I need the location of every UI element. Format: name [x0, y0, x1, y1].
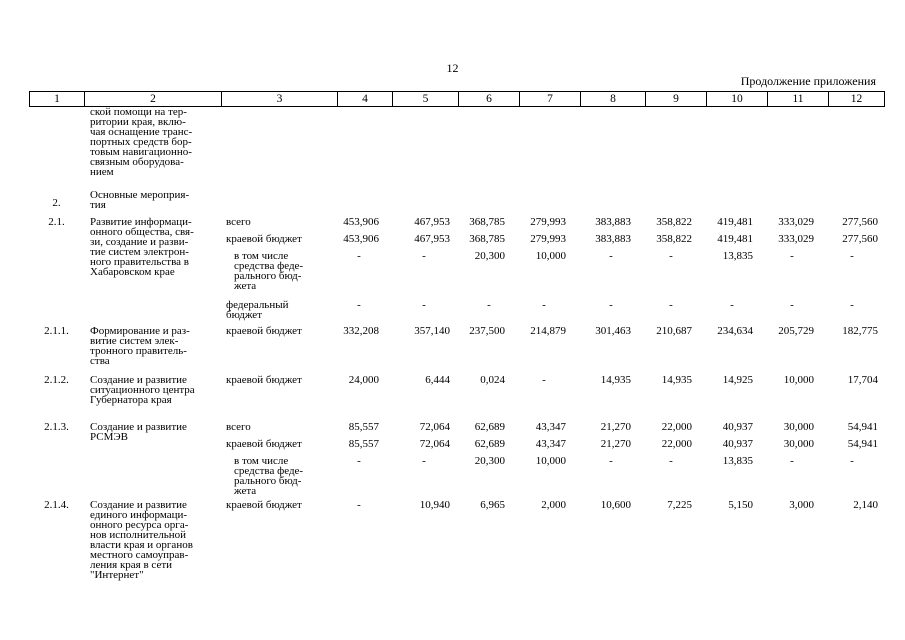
table-cell: 13,835: [722, 250, 753, 262]
table-cell: 40,937: [722, 438, 753, 450]
table-cell: -: [790, 299, 794, 311]
table-cell: -: [422, 455, 426, 467]
funding-source: в том числе средства феде- рального бюд- жета: [234, 250, 304, 292]
table-cell: 10,000: [783, 374, 814, 386]
table-cell: 62,689: [474, 438, 505, 450]
table-cell: 20,300: [474, 250, 505, 262]
table-cell: 10,000: [535, 455, 566, 467]
column-header: 2: [85, 92, 222, 107]
table-cell: 10,000: [535, 250, 566, 262]
row-name: Создание и развитие ситуационного центра Губернатора края: [90, 374, 195, 406]
table-cell: 333,029: [778, 233, 814, 245]
funding-source: всего: [226, 216, 251, 228]
column-header: 5: [393, 92, 459, 107]
table-cell: 85,557: [348, 421, 379, 433]
column-header-table: [29, 91, 885, 107]
table-cell: -: [850, 250, 854, 262]
table-cell: 301,463: [595, 325, 631, 337]
table-cell: -: [422, 250, 426, 262]
table-cell: 14,935: [661, 374, 692, 386]
column-header: 1: [30, 92, 85, 107]
row-name: Создание и развитие РСМЭВ: [90, 421, 187, 443]
table-cell: 205,729: [778, 325, 814, 337]
column-header: 11: [768, 92, 829, 107]
column-header: 4: [338, 92, 393, 107]
table-cell: -: [790, 250, 794, 262]
column-header: 10: [707, 92, 768, 107]
table-cell: 43,347: [535, 438, 566, 450]
table-cell: 6,965: [480, 499, 505, 511]
table-cell: -: [357, 499, 361, 511]
table-cell: 277,560: [842, 233, 878, 245]
table-cell: -: [669, 299, 673, 311]
table-cell: 62,689: [474, 421, 505, 433]
table-cell: 419,481: [717, 216, 753, 228]
table-cell: 54,941: [847, 438, 878, 450]
row-name: ской помощи на тер- ритории края, вклю- чая оснащение транс- портных средств бор- товым навигационно- связным оборудова- нием: [90, 106, 193, 178]
table-cell: 358,822: [656, 216, 692, 228]
table-cell: 30,000: [783, 438, 814, 450]
table-cell: 30,000: [783, 421, 814, 433]
table-cell: 383,883: [595, 216, 631, 228]
table-cell: -: [790, 455, 794, 467]
row-number: 2.1.3.: [44, 421, 69, 433]
funding-source: в том числе средства феде- рального бюд- жета: [234, 455, 304, 497]
table-cell: 43,347: [535, 421, 566, 433]
table-cell: 467,953: [414, 233, 450, 245]
funding-source: федеральный бюджет: [226, 299, 289, 321]
table-cell: -: [542, 299, 546, 311]
funding-source: всего: [226, 421, 251, 433]
page-number: 12: [446, 61, 459, 75]
table-cell: 2,000: [541, 499, 566, 511]
table-cell: -: [850, 299, 854, 311]
table-cell: 2,140: [853, 499, 878, 511]
table-cell: -: [730, 299, 734, 311]
table-cell: 357,140: [414, 325, 450, 337]
column-header: 7: [520, 92, 581, 107]
table-cell: 467,953: [414, 216, 450, 228]
table-cell: 453,906: [343, 216, 379, 228]
table-cell: 13,835: [722, 455, 753, 467]
table-cell: 368,785: [469, 233, 505, 245]
table-cell: 279,993: [530, 233, 566, 245]
column-header: 6: [459, 92, 520, 107]
table-cell: -: [609, 250, 613, 262]
table-cell: 20,300: [474, 455, 505, 467]
table-cell: -: [357, 250, 361, 262]
table-cell: 279,993: [530, 216, 566, 228]
row-number: 2.1.1.: [44, 325, 69, 337]
table-cell: 214,879: [530, 325, 566, 337]
table-cell: 10,940: [419, 499, 450, 511]
table-cell: -: [357, 299, 361, 311]
table-cell: 85,557: [348, 438, 379, 450]
row-number: 2.: [52, 197, 61, 209]
table-cell: 72,064: [419, 438, 450, 450]
row-number: 2.1.2.: [44, 374, 69, 386]
table-cell: -: [850, 455, 854, 467]
table-cell: 210,687: [656, 325, 692, 337]
row-name: Основные мероприя- тия: [90, 189, 190, 211]
row-name: Развитие информаци- онного общества, свя- зи, создание и разви- тие систем электрон- ного правительства в Хабаровском крае: [90, 216, 194, 278]
funding-source: краевой бюджет: [226, 374, 302, 386]
table-cell: 419,481: [717, 233, 753, 245]
table-cell: 453,906: [343, 233, 379, 245]
column-header: 12: [829, 92, 885, 107]
table-cell: -: [609, 455, 613, 467]
table-cell: 22,000: [661, 421, 692, 433]
funding-source: краевой бюджет: [226, 325, 302, 337]
table-cell: 10,600: [600, 499, 631, 511]
table-cell: 21,270: [600, 438, 631, 450]
table-cell: -: [669, 250, 673, 262]
table-cell: 5,150: [728, 499, 753, 511]
funding-source: краевой бюджет: [226, 233, 302, 245]
table-cell: 383,883: [595, 233, 631, 245]
table-cell: 14,935: [600, 374, 631, 386]
continuation-label: Продолжение приложения: [740, 74, 876, 88]
table-cell: 333,029: [778, 216, 814, 228]
table-cell: 234,634: [717, 325, 753, 337]
funding-source: краевой бюджет: [226, 499, 302, 511]
table-cell: 182,775: [842, 325, 878, 337]
table-cell: -: [487, 299, 491, 311]
table-cell: -: [422, 299, 426, 311]
table-cell: 368,785: [469, 216, 505, 228]
table-cell: -: [542, 374, 546, 386]
row-name: Формирование и раз- витие систем элек- тронного правитель- ства: [90, 325, 190, 367]
column-header: 8: [581, 92, 646, 107]
column-header: 3: [222, 92, 338, 107]
table-cell: 17,704: [847, 374, 878, 386]
table-cell: 332,208: [343, 325, 379, 337]
table-cell: 22,000: [661, 438, 692, 450]
table-cell: 40,937: [722, 421, 753, 433]
row-number: 2.1.: [48, 216, 65, 228]
table-cell: 14,925: [722, 374, 753, 386]
table-cell: -: [669, 455, 673, 467]
table-cell: 54,941: [847, 421, 878, 433]
table-cell: 21,270: [600, 421, 631, 433]
table-cell: -: [357, 455, 361, 467]
table-cell: 277,560: [842, 216, 878, 228]
table-cell: 0,024: [480, 374, 505, 386]
table-cell: 3,000: [789, 499, 814, 511]
table-cell: 6,444: [425, 374, 450, 386]
table-cell: 237,500: [469, 325, 505, 337]
table-cell: -: [609, 299, 613, 311]
column-header-row: [30, 92, 885, 107]
table-cell: 7,225: [667, 499, 692, 511]
table-cell: 72,064: [419, 421, 450, 433]
table-cell: 24,000: [348, 374, 379, 386]
table-cell: 358,822: [656, 233, 692, 245]
column-header: 9: [646, 92, 707, 107]
funding-source: краевой бюджет: [226, 438, 302, 450]
row-name: Создание и развитие единого информаци- онного ресурса орга- нов исполнительной власти края и органов местного самоуправ- ления края в сети "Интернет": [90, 499, 193, 581]
row-number: 2.1.4.: [44, 499, 69, 511]
